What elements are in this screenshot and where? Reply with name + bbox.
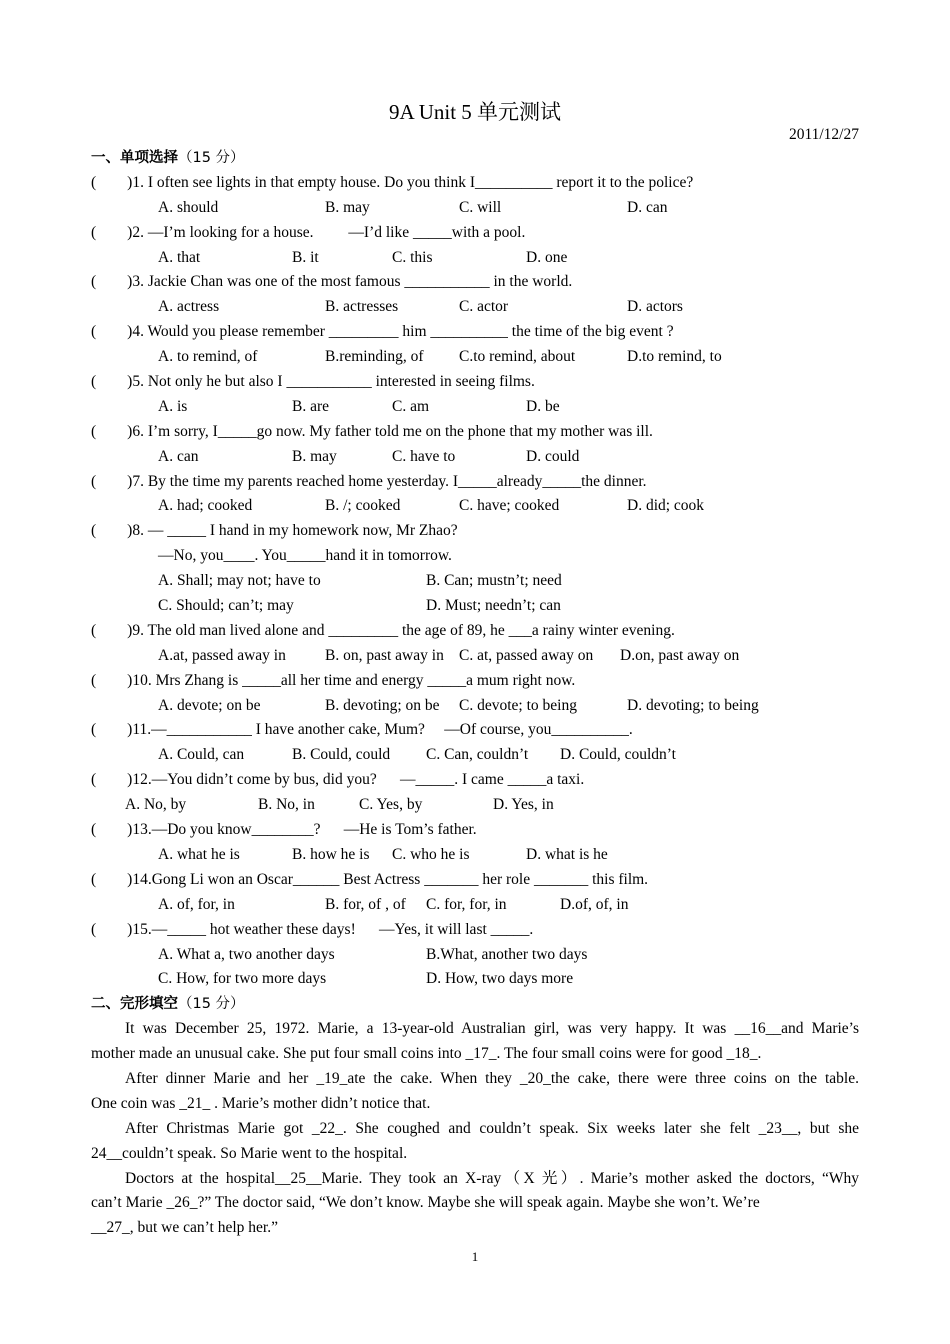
question-9-option-C: C. at, passed away on [459,646,594,664]
question-7-stem: ( )7. By the time my parents reached home yesterday. I_____already_____the dinner. [91,472,647,490]
cloze-p1-line2: mother made an unusual cake. She put four small coins into _17_. The four small coins were for good _18_. [91,1045,762,1063]
question-1-stem: ( )1. I often see lights in that empty house. Do you think I__________ report it to the police? [91,173,694,191]
question-8-option-D: D. Must; needn’t; can [426,597,561,615]
question-4-option-D: D.to remind, to [627,348,722,366]
question-11-option-A: A. Could, can [158,746,245,764]
question-5-option-C: C. am [392,397,430,415]
question-12-option-C: C. Yes, by [359,796,423,814]
section1-question-list [91,171,859,992]
cloze-paragraph-2 [91,1067,859,1117]
cloze-p4-line3: __27_, but we can’t help her.” [91,1219,278,1237]
page-title: 9A Unit 5 单元测试 [388,100,562,124]
cloze-p1-blank16: __16__and Marie’s [734,1020,860,1038]
question-14-options [91,893,859,918]
question-5-options [91,395,859,420]
question-4-stem: ( )4. Would you please remember _________ him __________ the time of the big event ? [91,323,674,341]
question-12-option-A: A. No, by [125,796,187,814]
question-7-option-C: C. have; cooked [459,497,560,515]
question-2-options [91,246,859,271]
cloze-p1-line1: It was December 25, 1972. Marie, a 13-year-old Australian girl, was very happy. It was [125,1020,727,1038]
section1-title: 一、单项选择 [91,150,178,166]
question-5-option-B: B. are [292,397,330,415]
question-13-option-C: C. who he is [392,845,470,863]
question-8-options [91,594,859,619]
question-2-option-B: B. it [292,248,319,266]
question-2-option-D: D. one [526,248,568,266]
cloze-paragraph-1 [91,1017,859,1067]
question-12-option-B: B. No, in [258,796,315,814]
section1-score: （15 分） [178,150,245,166]
question-4-option-B: B.reminding, of [325,348,424,366]
question-5-option-D: D. be [526,397,560,415]
cloze-p4-line2: can’t Marie _26_?” The doctor said, “We don’t know. Maybe she will speak again. Maybe she won’t. We’re [91,1194,760,1212]
question-8-option-B: B. Can; mustn’t; need [426,572,562,590]
question-9-stem: ( )9. The old man lived alone and _________ the age of 89, he ___a rainy winter evening. [91,621,675,639]
question-6-option-B: B. may [292,447,337,465]
question-5-stem: ( )5. Not only he but also I ___________ interested in seeing films. [91,373,535,391]
question-4-option-C: C.to remind, about [459,348,576,366]
question-6-options [91,445,859,470]
question-14-option-C: C. for, for, in [426,895,507,913]
question-13-option-B: B. how he is [292,845,370,863]
section2-title: 二、完形填空 [91,996,178,1013]
page-number: 1 [471,1249,479,1264]
question-15-options [91,967,859,992]
question-10-option-C: C. devote; to being [459,696,577,714]
question-9-option-D: D.on, past away on [620,646,740,664]
question-2-option-C: C. this [392,248,433,266]
question-11-options [91,743,859,768]
question-5-option-A: A. is [158,397,188,415]
question-2-option-A: A. that [158,248,201,266]
question-1-option-D: D. can [627,198,668,216]
question-14-stem: ( )14.Gong Li won an Oscar______ Best Actress _______ her role _______ this film. [91,870,649,888]
question-10-option-A: A. devote; on be [158,696,261,714]
question-15-options [91,943,859,968]
question-13-options [91,843,859,868]
cloze-p2-line2: One coin was _21_ . Marie’s mother didn’t notice that. [91,1094,431,1112]
section1-heading [91,146,859,171]
question-1-options [91,196,859,221]
question-15-option-D: D. How, two days more [426,970,574,988]
question-6-option-C: C. have to [392,447,456,465]
question-6-stem: ( )6. I’m sorry, I_____go now. My father told me on the phone that my mother was ill. [91,422,653,440]
cloze-paragraph-3 [91,1117,859,1167]
question-3-option-D: D. actors [627,298,683,316]
question-4-options [91,345,859,370]
section2-heading [91,992,859,1017]
question-14-option-A: A. of, for, in [158,895,235,913]
question-10-option-D: D. devoting; to being [627,696,759,714]
cloze-p4-line1: Doctors at the hospital__25__Marie. They took an X-ray（X 光）. Marie’s mother asked the doctors, “Why [125,1169,859,1187]
test-date: 2011/12/27 [788,126,859,143]
question-3-stem: ( )3. Jackie Chan was one of the most famous ___________ in the world. [91,273,573,291]
question-8-option-C: C. Should; can’t; may [158,597,294,615]
question-2-stem: ( )2. —I’m looking for a house. —I’d like _____with a pool. [91,223,526,241]
question-12-options [91,793,859,818]
cloze-paragraph-4 [91,1167,859,1242]
question-11-option-C: C. Can, couldn’t [426,746,529,764]
question-8-option-A: A. Shall; may not; have to [158,572,321,590]
question-8-options [91,569,859,594]
question-3-option-B: B. actresses [325,298,399,316]
question-3-option-C: C. actor [459,298,509,316]
question-15-option-A: A. What a, two another days [158,945,335,963]
question-11-option-B: B. Could, could [292,746,391,764]
question-1-option-A: A. should [158,198,219,216]
question-15-option-B: B.What, another two days [426,945,588,963]
question-12-stem: ( )12.—You didn’t come by bus, did you? —_____. I came _____a taxi. [91,771,585,789]
question-9-option-A: A.at, passed away in [158,646,286,664]
test-content [91,146,859,1241]
question-3-options [91,295,859,320]
question-7-option-B: B. /; cooked [325,497,401,515]
question-9-option-B: B. on, past away in [325,646,444,664]
question-1-option-C: C. will [459,198,502,216]
question-4-option-A: A. to remind, of [158,348,258,366]
question-1-option-B: B. may [325,198,370,216]
question-9-options [91,644,859,669]
question-13-stem: ( )13.—Do you know________? —He is Tom’s father. [91,821,477,839]
question-7-options [91,494,859,519]
question-15-option-C: C. How, for two more days [158,970,327,988]
question-7-option-A: A. had; cooked [158,497,253,515]
question-12-option-D: D. Yes, in [493,796,554,814]
question-14-option-D: D.of, of, in [560,895,629,913]
question-13-option-A: A. what he is [158,845,240,863]
section2-score: （15 分） [178,996,245,1013]
cloze-p3-line2: 24__couldn’t speak. So Marie went to the hospital. [91,1144,408,1162]
question-15-stem: ( )15.—_____ hot weather these days! —Yes, it will last _____. [91,920,534,938]
question-11-stem: ( )11.—___________ I have another cake, Mum? —Of course, you__________. [91,721,633,739]
question-11-option-D: D. Could, couldn’t [560,746,676,764]
question-3-option-A: A. actress [158,298,220,316]
question-10-stem: ( )10. Mrs Zhang is _____all her time and energy _____a mum right now. [91,671,576,689]
question-10-option-B: B. devoting; on be [325,696,440,714]
question-10-options [91,694,859,719]
cloze-p3-line1: After Christmas Marie got _22_. She coughed and couldn’t speak. Six weeks later she felt _23__, but she [125,1119,859,1137]
question-14-option-B: B. for, of , of [325,895,406,913]
question-8-stem: ( )8. — _____ I hand in my homework now, Mr Zhao? [91,522,458,540]
question-13-option-D: D. what is he [526,845,608,863]
question-7-option-D: D. did; cook [627,497,705,515]
cloze-p2-line1: After dinner Marie and her _19_ate the cake. When they _20_the cake, there were three coins on the table. [125,1069,859,1087]
question-6-option-D: D. could [526,447,580,465]
question-8-reply: —No, you____. You_____hand it in tomorrow. [158,547,452,565]
question-6-option-A: A. can [158,447,199,465]
